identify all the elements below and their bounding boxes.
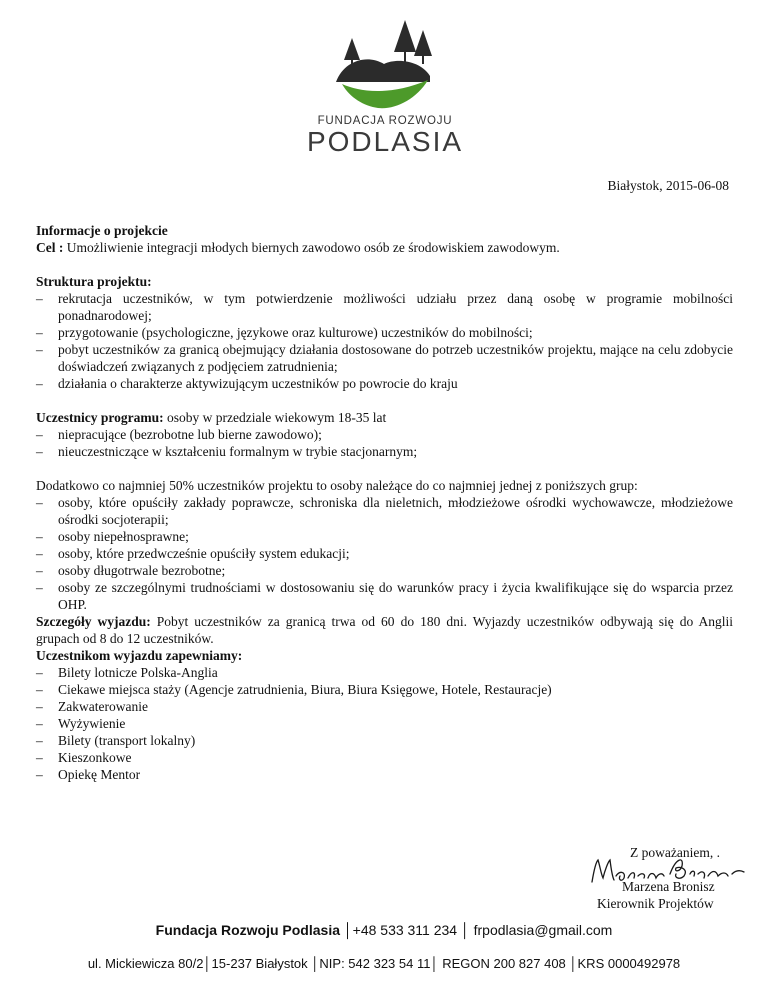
provided-label: Uczestnikom wyjazdu zapewniamy: — [36, 648, 243, 663]
list-item: – Ciekawe miejsca staży (Agencje zatrudnienia, Biura, Biura Księgowe, Hotele, Restauracje) — [36, 681, 733, 698]
letter-date: Białystok, 2015-06-08 — [607, 178, 729, 193]
structure-section — [36, 273, 733, 392]
participants-text: osoby w przedziale wiekowym 18-35 lat — [163, 410, 387, 425]
provided-heading — [36, 647, 733, 664]
list-item: – Opiekę Mentor — [36, 766, 733, 783]
closing-greeting: Z poważaniem, . — [630, 845, 720, 860]
additional-intro: Dodatkowo co najmniej 50% uczestników projektu to osoby należące do co najmniej jednej z poniższych grup: — [36, 478, 638, 493]
list-item: – osoby długotrwale bezrobotne; — [36, 562, 733, 579]
list-item: – Wyżywienie — [36, 715, 733, 732]
list-item: – przygotowanie (psychologiczne, językowe oraz kulturowe) uczestników do mobilności; — [36, 324, 733, 341]
logo-title: PODLASIA — [306, 126, 464, 157]
trees-on-hill-icon — [330, 20, 440, 112]
foundation-logo — [300, 20, 470, 160]
provided-list — [36, 664, 733, 783]
list-item: – nieuczestniczące w kształceniu formalnym w trybie stacjonarnym; — [36, 443, 733, 460]
logo-subtitle: FUNDACJA ROZWOJU — [317, 115, 453, 127]
list-item: – osoby, które opuściły zakłady poprawcze, schroniska dla nieletnich, młodzieżowe ośrodki wychowawcze, młodzieżowe ośrodki socjoterapii; — [36, 494, 733, 528]
list-item: – rekrutacja uczestników, w tym potwierdzenie możliwości udziału przez daną osobę w programie mobilności ponadnarodowej; — [36, 290, 733, 324]
list-item: – Zakwaterowanie — [36, 698, 733, 715]
list-item: – Bilety lotnicze Polska-Anglia — [36, 664, 733, 681]
letter-body — [36, 222, 733, 783]
structure-label: Struktura projektu: — [36, 274, 152, 289]
goal-label: Cel : — [36, 240, 64, 255]
heading-text: Informacje o projekcie — [36, 223, 168, 238]
list-item: – osoby ze szczególnymi trudnościami w dostosowaniu się do warunków pracy i życia kwalifikujące się do wsparcia przez OHP. — [36, 579, 733, 613]
footer-contact-line — [0, 922, 768, 938]
trip-details-text: Pobyt uczestników za granicą trwa od 60 do 180 dni. Wyjazdy uczestników odbywają się do Anglii grupach od 8 do 12 uczestników. — [36, 614, 733, 646]
footer-address-line: ul. Mickiewicza 80/2│15-237 Białystok │NIP: 542 323 54 11│ REGON 200 827 408 │KRS 0000492978 — [87, 956, 681, 971]
trip-details-paragraph — [36, 613, 733, 647]
signatory-role: Kierownik Projektów — [597, 896, 714, 911]
participants-section — [36, 409, 733, 460]
list-item: – osoby niepełnosprawne; — [36, 528, 733, 545]
participants-label: Uczestnicy programu: — [36, 410, 164, 425]
goal-text: Umożliwienie integracji młodych biernych zawodowo osób ze środowiskiem zawodowym. — [63, 240, 560, 255]
footer-contact: │+48 533 311 234 │ frpodlasia@gmail.com — [340, 922, 613, 938]
footer-org-name: Fundacja Rozwoju Podlasia — [155, 922, 340, 938]
list-item: – Kieszonkowe — [36, 749, 733, 766]
additional-groups-section — [36, 477, 733, 613]
section-heading — [36, 222, 733, 239]
list-item: – działania o charakterze aktywizującym uczestników po powrocie do kraju — [36, 375, 733, 392]
list-item: – niepracujące (bezrobotne lub bierne zawodowo); — [36, 426, 733, 443]
signatory-name: Marzena Bronisz — [622, 879, 715, 894]
list-item: – osoby, które przedwcześnie opuściły system edukacji; — [36, 545, 733, 562]
list-item: – pobyt uczestników za granicą obejmujący działania dostosowane do potrzeb uczestników projektu, mające na celu zdobycie doświadczeń związanych z podjęciem zatrudnienia; — [36, 341, 733, 375]
trip-details-label: Szczegóły wyjazdu: — [36, 614, 151, 629]
list-item: – Bilety (transport lokalny) — [36, 732, 733, 749]
goal-paragraph — [36, 239, 733, 256]
